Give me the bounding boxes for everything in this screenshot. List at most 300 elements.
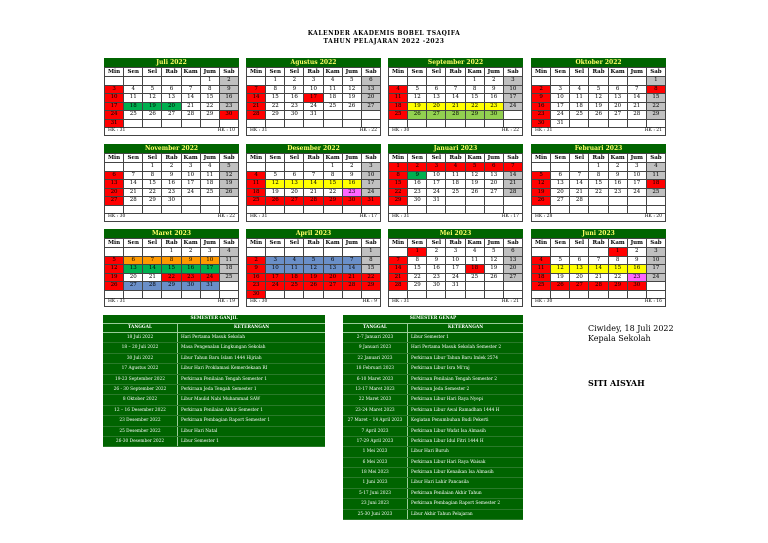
schedule-date: 22 Maret 2023 — [343, 395, 408, 404]
day-cell: 19 — [105, 273, 124, 282]
schedule-description: Libur Hari Natal — [181, 428, 218, 434]
day-cell: 13 — [361, 85, 380, 94]
day-cell — [570, 119, 589, 128]
day-cell: 5 — [465, 163, 484, 172]
schedule-row — [103, 416, 325, 426]
day-cell: 28 — [124, 197, 143, 206]
day-cell: 12 — [532, 180, 551, 189]
day-cell — [105, 248, 124, 257]
schedule-description: Libur Hari Proklamasi Kemerdekaan RI — [181, 366, 268, 372]
day-cell — [646, 205, 665, 214]
day-cell: 28 — [389, 282, 408, 291]
day-cell: 28 — [446, 111, 465, 120]
day-cell: 5 — [408, 85, 427, 94]
day-name: Jum — [200, 239, 219, 248]
schedule-date: 18 Juli 2022 — [103, 333, 178, 342]
schedule-description: Perkiraan Libur Isra Mi'raj — [411, 366, 470, 372]
day-cell — [503, 119, 522, 128]
day-cell — [200, 205, 219, 214]
day-cell: 9 — [285, 85, 304, 94]
day-cell: 3 — [181, 163, 200, 172]
day-cell: 22 — [389, 188, 408, 197]
day-cell: 20 — [570, 273, 589, 282]
day-cell — [285, 205, 304, 214]
day-cell: 10 — [361, 171, 380, 180]
schedule-row — [343, 333, 523, 343]
day-name: Sab — [503, 154, 522, 163]
day-cell: 19 — [589, 102, 608, 111]
schedule-row — [343, 458, 523, 468]
day-name: Sab — [503, 68, 522, 77]
month-calendar — [531, 144, 666, 222]
day-cell — [342, 248, 361, 257]
day-cell: 30 — [427, 282, 446, 291]
day-cell — [219, 282, 238, 291]
day-cell: 31 — [427, 197, 446, 206]
day-name: Kam — [181, 239, 200, 248]
column-header-date: TANGGAL — [343, 324, 408, 332]
day-cell: 20 — [551, 188, 570, 197]
day-name: Min — [532, 239, 551, 248]
day-name: Rab — [589, 68, 608, 77]
day-cell: 18 — [570, 102, 589, 111]
day-name: Sel — [285, 239, 304, 248]
day-cell: 20 — [361, 94, 380, 103]
day-cell — [427, 77, 446, 86]
day-cell: 16 — [532, 102, 551, 111]
day-name: Min — [532, 154, 551, 163]
day-cell: 8 — [646, 85, 665, 94]
day-cell: 22 — [646, 102, 665, 111]
schedule-date: 2-7 Januari 2023 — [343, 333, 408, 342]
day-cell: 13 — [484, 171, 503, 180]
day-cell: 28 — [181, 111, 200, 120]
day-cell: 14 — [570, 180, 589, 189]
day-cell — [200, 197, 219, 206]
day-name: Min — [105, 68, 124, 77]
day-name: Sab — [503, 239, 522, 248]
day-cell: 14 — [342, 265, 361, 274]
hk-left: HK : 30 — [535, 299, 553, 304]
day-cell: 4 — [646, 163, 665, 172]
day-cell: 7 — [124, 171, 143, 180]
day-cell — [408, 77, 427, 86]
day-cell — [342, 111, 361, 120]
day-cell — [162, 205, 181, 214]
day-cell: 7 — [143, 256, 162, 265]
schedule-description: Libur Maulid Nabi Muhammad SAW — [181, 397, 261, 403]
day-cell: 10 — [627, 171, 646, 180]
day-cell: 21 — [570, 188, 589, 197]
day-cell: 1 — [589, 163, 608, 172]
day-cell: 18 — [200, 180, 219, 189]
day-cell: 23 — [484, 102, 503, 111]
schedule-row — [343, 354, 523, 364]
day-cell: 20 — [105, 188, 124, 197]
schedule-date: 1 Juni 2023 — [343, 478, 408, 487]
day-cell — [266, 290, 285, 299]
hk-left: HK : 31 — [108, 128, 126, 133]
day-cell — [551, 163, 570, 172]
day-cell — [181, 77, 200, 86]
day-cell: 13 — [124, 265, 143, 274]
day-cell: 6 — [427, 85, 446, 94]
day-cell — [570, 205, 589, 214]
day-cell: 8 — [361, 256, 380, 265]
day-cell: 21 — [503, 180, 522, 189]
day-cell — [389, 119, 408, 128]
day-cell: 13 — [551, 180, 570, 189]
day-cell: 30 — [247, 290, 266, 299]
day-cell: 17 — [427, 180, 446, 189]
day-cell: 30 — [408, 197, 427, 206]
day-cell — [570, 77, 589, 86]
day-cell: 22 — [361, 273, 380, 282]
schedule-date: 23 Desember 2022 — [103, 416, 178, 425]
day-cell: 19 — [219, 180, 238, 189]
day-cell: 9 — [247, 265, 266, 274]
day-cell: 21 — [247, 102, 266, 111]
day-name: Rab — [589, 154, 608, 163]
day-cell: 4 — [200, 163, 219, 172]
day-cell: 4 — [389, 85, 408, 94]
day-cell — [532, 163, 551, 172]
day-cell — [570, 163, 589, 172]
day-name: Kam — [323, 154, 342, 163]
day-name: Min — [247, 239, 266, 248]
day-cell: 2 — [342, 163, 361, 172]
day-cell: 6 — [323, 256, 342, 265]
day-cell: 27 — [162, 111, 181, 120]
day-cell: 1 — [361, 248, 380, 257]
schedule-row — [343, 364, 523, 374]
day-cell: 12 — [143, 94, 162, 103]
day-cell: 28 — [589, 282, 608, 291]
month-title: Juli 2022 — [104, 58, 239, 67]
month-calendar — [104, 144, 239, 222]
day-cell: 22 — [323, 188, 342, 197]
day-cell: 7 — [589, 256, 608, 265]
day-cell: 8 — [200, 85, 219, 94]
day-cell — [323, 248, 342, 257]
day-cell: 30 — [219, 111, 238, 120]
day-cell: 25 — [570, 111, 589, 120]
hk-right: HK : 16 — [644, 299, 662, 304]
day-cell: 7 — [627, 85, 646, 94]
day-cell: 9 — [219, 85, 238, 94]
day-cell: 28 — [143, 282, 162, 291]
day-name: Sen — [266, 239, 285, 248]
day-cell: 14 — [247, 94, 266, 103]
day-cell: 26 — [304, 282, 323, 291]
day-cell: 27 — [124, 282, 143, 291]
day-cell: 2 — [285, 77, 304, 86]
day-cell: 8 — [465, 85, 484, 94]
day-cell — [342, 119, 361, 128]
day-cell: 21 — [342, 273, 361, 282]
day-cell: 17 — [446, 265, 465, 274]
day-cell: 2 — [484, 77, 503, 86]
hk-left: HK : 31 — [392, 299, 410, 304]
day-cell — [304, 248, 323, 257]
day-name: Rab — [162, 154, 181, 163]
day-cell: 8 — [408, 256, 427, 265]
day-cell — [532, 205, 551, 214]
schedule-date: 25-30 Juni 2023 — [343, 510, 408, 519]
day-cell — [361, 205, 380, 214]
day-cell: 9 — [408, 171, 427, 180]
day-cell — [181, 197, 200, 206]
day-cell — [532, 77, 551, 86]
schedule-date: 18 Mei 2023 — [343, 468, 408, 477]
day-cell: 20 — [323, 273, 342, 282]
day-cell — [124, 205, 143, 214]
day-cell: 25 — [285, 282, 304, 291]
schedule-description: Libur Akhir Tahun Pelajaran — [411, 511, 473, 517]
day-cell — [247, 119, 266, 128]
hk-left: HK : 30 — [392, 128, 410, 133]
day-cell: 9 — [627, 256, 646, 265]
schedule-date: 12 – 16 Desember 2022 — [103, 406, 178, 415]
day-cell: 1 — [200, 77, 219, 86]
schedule-row — [103, 375, 325, 385]
hk-right: HK : 19 — [217, 299, 235, 304]
day-cell — [570, 248, 589, 257]
day-cell — [285, 163, 304, 172]
day-cell: 3 — [361, 163, 380, 172]
day-cell — [361, 119, 380, 128]
day-cell: 26 — [465, 188, 484, 197]
day-cell — [219, 205, 238, 214]
schedule-description: Perkiraan Libur Idul Fitri 1444 H — [411, 438, 484, 444]
day-cell: 4 — [285, 256, 304, 265]
day-cell: 12 — [589, 94, 608, 103]
day-cell: 10 — [304, 85, 323, 94]
day-cell: 8 — [608, 256, 627, 265]
day-cell — [627, 205, 646, 214]
day-cell — [143, 290, 162, 299]
day-cell — [608, 197, 627, 206]
day-cell: 10 — [646, 256, 665, 265]
day-name: Kam — [465, 239, 484, 248]
day-cell — [323, 111, 342, 120]
schedule-row — [343, 510, 523, 520]
day-name: Sen — [551, 239, 570, 248]
day-cell: 9 — [162, 171, 181, 180]
day-cell: 21 — [446, 102, 465, 111]
day-name: Sab — [646, 154, 665, 163]
day-cell — [484, 197, 503, 206]
day-cell: 3 — [304, 77, 323, 86]
day-cell — [181, 119, 200, 128]
month-title: November 2022 — [104, 144, 239, 153]
day-cell — [465, 197, 484, 206]
month-calendar — [531, 58, 666, 136]
day-cell: 28 — [627, 111, 646, 120]
schedule-row — [103, 437, 325, 447]
hk-right: HK : 22 — [359, 128, 377, 133]
day-cell: 3 — [646, 248, 665, 257]
day-cell: 11 — [124, 94, 143, 103]
day-cell: 12 — [465, 171, 484, 180]
day-name: Sel — [570, 154, 589, 163]
day-cell: 30 — [162, 197, 181, 206]
day-cell: 13 — [570, 265, 589, 274]
day-cell: 20 — [427, 102, 446, 111]
day-cell: 21 — [304, 188, 323, 197]
day-cell: 11 — [219, 256, 238, 265]
day-cell: 26 — [219, 188, 238, 197]
day-cell: 21 — [181, 102, 200, 111]
day-cell: 7 — [570, 171, 589, 180]
day-cell — [503, 111, 522, 120]
day-cell: 25 — [389, 111, 408, 120]
day-cell — [589, 197, 608, 206]
month-title: Mei 2023 — [388, 229, 523, 238]
day-cell: 16 — [408, 180, 427, 189]
schedule-row — [103, 364, 325, 374]
day-name: Kam — [181, 68, 200, 77]
day-cell: 2 — [408, 163, 427, 172]
day-cell: 11 — [247, 180, 266, 189]
day-cell: 11 — [389, 94, 408, 103]
schedule-date: 27 Maret – 14 April 2023 — [343, 416, 408, 425]
day-cell: 4 — [465, 248, 484, 257]
day-cell: 2 — [181, 248, 200, 257]
day-name: Min — [532, 68, 551, 77]
day-cell: 22 — [589, 188, 608, 197]
working-days-footer — [388, 299, 523, 307]
day-cell — [427, 205, 446, 214]
day-cell — [200, 119, 219, 128]
day-name: Sen — [124, 239, 143, 248]
day-cell — [285, 290, 304, 299]
day-cell — [589, 290, 608, 299]
day-cell: 1 — [408, 248, 427, 257]
day-cell — [200, 290, 219, 299]
day-cell — [484, 119, 503, 128]
schedule-row — [343, 385, 523, 395]
day-cell: 3 — [551, 85, 570, 94]
day-cell: 23 — [247, 282, 266, 291]
day-cell — [247, 77, 266, 86]
day-cell: 9 — [181, 256, 200, 265]
month-calendar — [246, 58, 381, 136]
day-cell: 6 — [570, 256, 589, 265]
day-cell: 26 — [532, 197, 551, 206]
day-cell — [219, 290, 238, 299]
schedule-description: Kegiatan Penumbuhan Budi Pekerti — [411, 418, 489, 424]
day-name: Jum — [200, 154, 219, 163]
day-name: Rab — [162, 68, 181, 77]
working-days-footer — [104, 128, 239, 136]
day-cell — [162, 77, 181, 86]
day-cell: 13 — [285, 180, 304, 189]
schedule-description: Perkiraan Penilaian Tengah Semester 1 — [181, 376, 267, 382]
day-cell: 18 — [532, 273, 551, 282]
day-cell: 24 — [200, 273, 219, 282]
day-name: Kam — [608, 154, 627, 163]
day-cell: 12 — [342, 85, 361, 94]
day-cell: 4 — [219, 248, 238, 257]
schedule-description: Perkiraan Jeda Tengah Semester 1 — [181, 386, 257, 392]
schedule-row — [343, 406, 523, 416]
day-cell — [304, 290, 323, 299]
hk-left: HK : 30 — [108, 214, 126, 219]
day-cell: 17 — [361, 180, 380, 189]
schedule-row — [343, 447, 523, 457]
schedule-row — [103, 395, 325, 405]
day-cell: 29 — [646, 111, 665, 120]
day-name: Rab — [446, 239, 465, 248]
day-cell: 9 — [342, 171, 361, 180]
day-name: Kam — [181, 154, 200, 163]
day-cell: 16 — [342, 180, 361, 189]
day-cell: 3 — [200, 248, 219, 257]
day-name: Sen — [124, 68, 143, 77]
working-days-footer — [246, 128, 381, 136]
day-cell: 28 — [304, 197, 323, 206]
day-cell — [484, 205, 503, 214]
semester-genap-header — [343, 324, 523, 333]
day-cell — [627, 197, 646, 206]
day-cell — [446, 290, 465, 299]
day-cell — [105, 290, 124, 299]
day-cell: 10 — [105, 94, 124, 103]
day-cell: 24 — [646, 273, 665, 282]
day-cell: 1 — [608, 248, 627, 257]
day-name: Jum — [484, 68, 503, 77]
day-cell: 20 — [285, 188, 304, 197]
day-cell: 24 — [105, 111, 124, 120]
day-name: Sab — [646, 68, 665, 77]
day-cell: 14 — [503, 171, 522, 180]
day-cell: 10 — [181, 171, 200, 180]
month-title: Juni 2023 — [531, 229, 666, 238]
day-cell — [427, 119, 446, 128]
day-cell: 29 — [389, 197, 408, 206]
hk-right: HK : 9 — [362, 299, 377, 304]
day-cell: 21 — [389, 273, 408, 282]
day-cell: 28 — [503, 188, 522, 197]
day-cell: 13 — [162, 94, 181, 103]
day-cell — [465, 119, 484, 128]
day-cell: 9 — [427, 256, 446, 265]
schedule-description: Libur Hari Buruh — [411, 449, 449, 455]
signature-place-date: Ciwidey, 18 Juli 2022 — [588, 324, 674, 333]
day-cell: 1 — [323, 163, 342, 172]
calendar-title: KALENDER AKADEMIS BOBEL TSAQIFA — [307, 30, 461, 37]
day-name: Jum — [342, 239, 361, 248]
day-cell: 18 — [219, 265, 238, 274]
day-cell: 15 — [589, 180, 608, 189]
day-cell: 29 — [266, 111, 285, 120]
day-cell: 23 — [608, 188, 627, 197]
day-cell: 19 — [408, 102, 427, 111]
day-cell: 5 — [143, 85, 162, 94]
schedule-description: Perkiraan Libur Hari Raya Waisak — [411, 459, 486, 465]
day-cell: 23 — [285, 102, 304, 111]
day-name: Jum — [627, 68, 646, 77]
day-cell: 1 — [143, 163, 162, 172]
day-cell: 15 — [323, 180, 342, 189]
day-cell — [646, 119, 665, 128]
schedule-row — [103, 333, 325, 343]
day-cell: 8 — [162, 256, 181, 265]
day-cell: 7 — [342, 256, 361, 265]
day-cell: 31 — [200, 282, 219, 291]
day-cell: 30 — [627, 282, 646, 291]
